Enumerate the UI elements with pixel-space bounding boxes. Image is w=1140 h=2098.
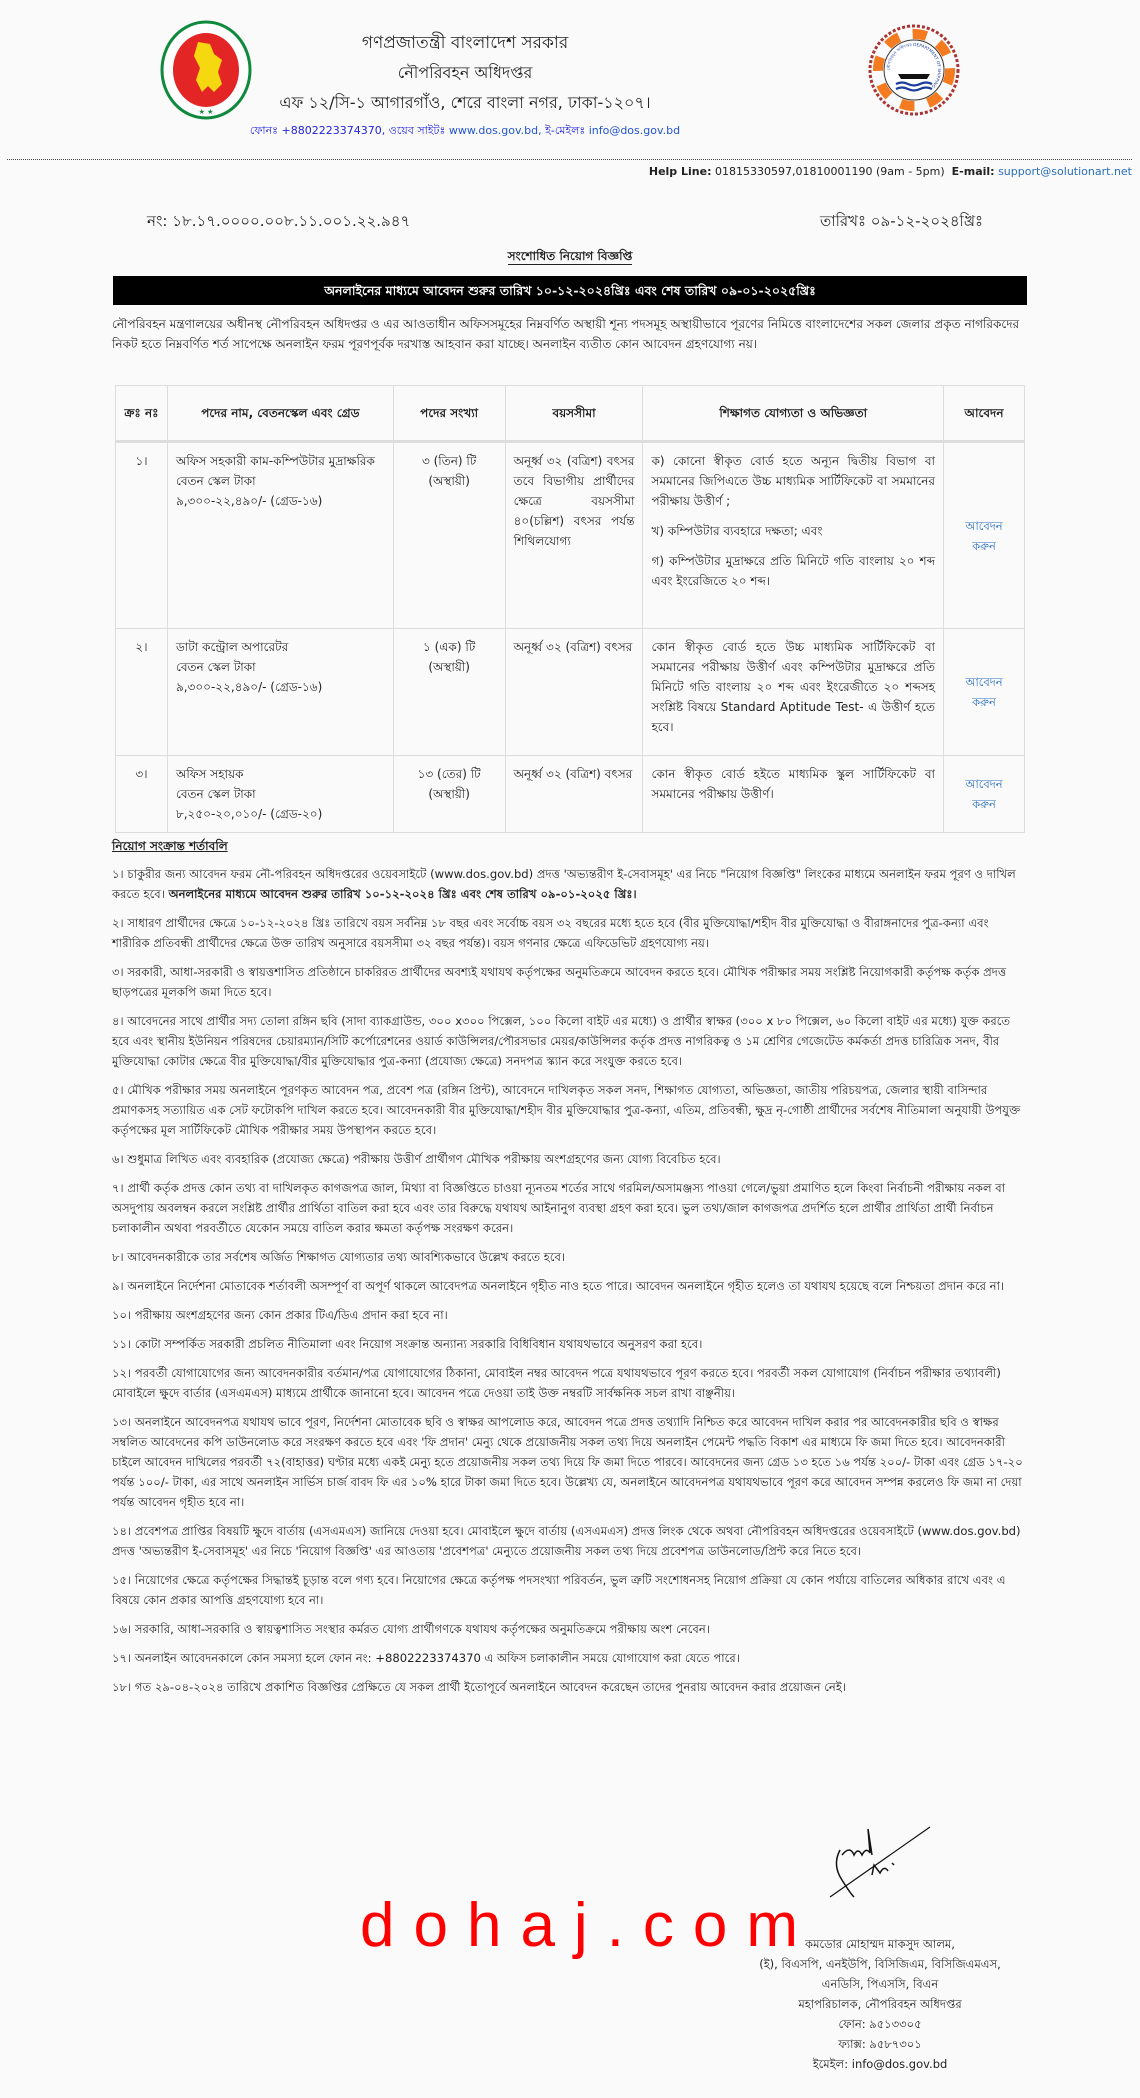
signatory-phone: ফোন: ৯৫১৩৩০৫ [838,2017,922,2031]
table-header-row [116,386,1025,442]
term-item: ৪। আবেদনের সাথে প্রার্থীর সদ্য তোলা রঙ্গিন ছবি (সাদা ব্যাকগ্রাউন্ড, ৩০০ x৩০০ পিক্সেল, ১০০ কিলো বাইট এর মধ্যে) ও প্রার্থীর স্বাক্ষর (৩০০ x ৮০ পিক্সেল, ৬০ কিলো বাইট এর মধ্যে) যুক্ত করতে হবে এবং স্থানীয় ইউনিয়ন পরিষদের চেয়ারম্যান/সিটি কর্পোরেশনের ওয়ার্ড কাউন্সিলর/পৌরসভার মেয়র/কাউন্সিলর কর্তৃক প্রদত্ত নাগরিকত্ব ও ১ম শ্রেণির গেজেটেড কর্মকর্তা প্রদত্ত চারিত্রিক সনদ, বীর মুক্তিযোদ্ধা কোটার ক্ষেত্রে বীর মুক্তিযোদ্ধা/বীর মুক্তিযোদ্ধার পুত্র-কন্যা (প্রযোজ্য ক্ষেত্রে) সনদপত্র স্ক্যান করে সংযুক্ত করতে হবে। [112,1014,1011,1068]
helpline-email-label: E-mail: [951,165,995,178]
svg-text:★ ★: ★ ★ [198,108,214,116]
signatory-honors-2: এনডিসি, পিএসসি, বিএন [821,1977,939,1991]
age-limit: অনূর্ধ্ব ৩২ (বত্রিশ) বৎসর তবে বিভাগীয় প্রার্থীদের ক্ষেত্রে বয়সসীমা ৪০(চল্লিশ) বৎসর পর্যন্ত শিথিলযোগ্য [505,442,643,629]
helpline-email-link[interactable]: support@solutionart.net [998,165,1132,178]
phone-label: ফোনঃ [249,124,279,137]
table-row [116,756,1025,833]
post-info [167,756,393,833]
department-address: এফ ১২/সি-১ আগারগাঁও, শেরে বাংলা নগর, ঢাকা-১২০৭। [279,93,651,112]
post-name: অফিস সহকারী কাম-কম্পিউটার মুদ্রাক্ষরিক [175,454,375,468]
helpline-numbers: 01815330597,01810001190 (9am - 5pm) [715,165,945,178]
signatory-name: কমডোর মোহাম্মদ মাকসুদ আলম, [805,1937,955,1951]
memo-date: তারিখঃ ০৯-১২-২০২৪খ্রিঃ [820,212,983,230]
qualification-item: কোন স্বীকৃত বোর্ড হইতে মাধ্যমিক স্কুল সার্টিফিকেট বা সমমানের পরীক্ষায় উত্তীর্ণ। [651,767,936,801]
divider [7,159,1132,160]
phone-number: +8802223374370, [281,124,386,137]
qualification-item: খ) কম্পিউটার ব্যবহারে দক্ষতা; এবং [651,524,823,538]
term-item: ১৪। প্রবেশপত্র প্রাপ্তির বিষয়টি ক্ষুদে বার্তায় (এসএমএস) জানিয়ে দেওয়া হবে। মোবাইলে ক্ষুদে বার্তায় (এসএমএস) প্রদত্ত লিংক থেকে অথবা নৌপরিবহন অধিদপ্তরের ওয়েবসাইটে (www.dos.gov.bd) প্রদত্ত 'অভ্যন্তরীণ ই-সেবাসমূহ' এর নিচে 'নিয়োগ বিজ্ঞপ্তি' এর আওতায় 'প্রবেশপত্র' মেন্যুতে প্রয়োজনীয় সকল তথ্য দিয়ে প্রবেশপত্র ডাউনলোড/প্রিন্ট করে নিতে হবে। [112,1524,1021,1558]
table-row [116,442,1025,629]
apply-cell [944,756,1025,833]
count-type: (অস্থায়ী) [428,787,470,801]
apply-link[interactable]: আবেদন করুন [965,675,1003,709]
apply-cell [944,442,1025,629]
post-count [393,756,505,833]
term-item: ১২। পরবর্তী যোগাযোগের জন্য আবেদনকারীর বর্তমান/পত্র যোগাযোগের ঠিকানা, মোবাইল নম্বর আবেদন পত্রে যথাযথভাবে পূরণ করতে হবে। পরবর্তী সকল যোগাযোগ (নির্বাচন পরীক্ষার তথ্যাবলী) মোবাইলে ক্ষুদে বার্তার (এসএমএস) মাধ্যমে প্রার্থীকে জানানো হবে। আবেদন পত্রে দেওয়া তাই উক্ত নম্বরটি সার্বক্ষনিক সচল রাখা বাঞ্ছনীয়। [112,1366,1001,1400]
pay-scale-label: বেতন স্কেল টাকা [175,474,256,488]
memo-reference: নং: ১৮.১৭.০০০০.০০৮.১১.০০১.২২.৯৪৭ [147,212,411,230]
post-count [393,442,505,629]
post-name: অফিস সহায়ক [175,767,244,781]
helpline [649,165,1132,178]
serial: ১। [116,442,168,629]
term-item: ৭। প্রার্থী কর্তৃক প্রদত্ত কোন তথ্য বা দাখিলকৃত কাগজপত্র জাল, মিথ্যা বা বিজ্ঞপ্তিতে চাওয়া ন্যূনতম শর্তের সাথে গরমিল/অসামঞ্জস্য পাওয়া গেলে/ভুয়া প্রমাণিত হলে কিংবা নির্বাচনী পরীক্ষায় নকল বা অসদুপায় অবলম্বন করলে সংশ্লিষ্ট প্রার্থীর প্রার্থিতা বাতিল করা হবে এবং তার বিরুদ্ধে যথাযথ আইনানুগ ব্যবস্থা গ্রহণ করা হবে। ভুল তথ্য/জাল কাগজপত্র প্রদর্শিত হলে প্রার্থীর প্রার্থিতা প্রার্থী নির্বাচন চলাকালীন অথবা পরবর্তীতে যেকোন সময়ে বাতিল করার ক্ষমতা কর্তৃপক্ষ সংরক্ষণ করেন। [112,1181,1006,1235]
pay-scale-label: বেতন স্কেল টাকা [175,787,256,801]
watermark: dohaj.com [360,1891,818,1960]
table-row [116,629,1025,756]
term-item: ১৩। অনলাইনে আবেদনপত্র যথাযথ ভাবে পূরণ, নির্দেশনা মোতাবেক ছবি ও স্বাক্ষর আপলোড করে, আবেদন পত্রে প্রদত্ত তথ্যাদি নিশ্চিত করে আবেদন দাখিল করার পর আবেদনকারীর ছবি ও স্বাক্ষর সম্বলিত আবেদনের কপি ডাউনলোড করে সংরক্ষণ করতে হবে এবং 'ফি প্রদান' মেন্যু থেকে প্রয়োজনীয় সকল তথ্য দিয়ে অনলাইন পেমেন্ট পদ্ধতি বিকাশ এর মাধ্যমে ফি জমা দিতে হবে। আবেদনকারী চাইলে আবেদন দাখিলের পরবর্তী ৭২(বাহাত্তর) ঘণ্টার মধ্যে একই মেন্যু হতে প্রয়োজনীয় সকল তথ্য দিয়ে ফি জমা দিতে পারবে। আবেদনের জন্য গ্রেড ১৩ হতে ১৬ পর্যন্ত ২০০/- টাকা এবং গ্রেড ১৭-২০ পর্যন্ত ১০০/- টাকা, এর সাথে অনলাইন সার্ভিস চার্জ বাবদ ফি এর ১০% হারে টাকা জমা দিতে হবে। উল্লেখ্য যে, অনলাইনে আবেদনপত্র যথাযথভাবে পূরণ করে আবেদন সম্পন্ন করলেও ফি জমা না দেয়া পর্যন্ত আবেদন গৃহীত হবে না। [112,1415,1023,1509]
post-info [167,442,393,629]
signatory-block [740,1934,1020,2074]
term-item: ১৭। অনলাইন আবেদনকালে কোন সমস্যা হলে ফোন নং: +8802223374370 এ অফিস চলাকালীন সময়ে যোগাযোগ করা যেতে পারে। [112,1651,740,1665]
qualification-item: গ) কম্পিউটার মুদ্রাক্ষরে প্রতি মিনিটে গতি বাংলায় ২০ শব্দ এবং ইংরেজিতে ২০ শব্দ। [651,554,936,588]
col-serial: ক্রঃ নঃ [116,386,168,442]
term-item: ২। সাধারণ প্রার্থীদের ক্ষেত্রে ১০-১২-২০২৪ খ্রিঃ তারিখে বয়স সর্বনিম্ন ১৮ বছর এবং সর্বোচ্চ বয়স ৩২ বছরের মধ্যে হতে হবে (বীর মুক্তিযোদ্ধা/শহীদ বীর মুক্তিযোদ্ধা ও বীরাঙ্গনাদের পুত্র-কন্যা এবং শারীরিক প্রতিবন্ধী প্রার্থীদের ক্ষেত্রে উক্ত তারিখ অনুসারে বয়সসীমা ৩২ বছর পর্যন্ত)। বয়স গণনার ক্ষেত্রে এফিডেভিট গ্রহণযোগ্য নয়। [112,916,989,950]
apply-link[interactable]: আবেদন করুন [965,777,1003,811]
term-item: ১৮। গত ২৯-০৪-২০২৪ তারিখে প্রকাশিত বিজ্ঞপ্তির প্রেক্ষিতে যে সকল প্রার্থী ইতোপূর্বে অনলাইনে আবেদন করেছেন তাদের পুনরায় আবেদন করার প্রয়োজন নেই। [112,1680,847,1694]
apply-cell [944,629,1025,756]
count-type: (অস্থায়ী) [428,660,470,674]
col-post: পদের নাম, বেতনস্কেল এবং গ্রেড [167,386,393,442]
pay-scale: ৮,২৫০-২০,০১০/- (গ্রেড-২০) [175,807,323,821]
count-value: ৩ (তিন) টি [421,454,477,468]
post-count [393,629,505,756]
vacancy-table [115,385,1025,833]
signatory-email: ইমেইল: info@dos.gov.bd [812,2057,948,2071]
pay-scale-label: বেতন স্কেল টাকা [175,660,256,674]
department-name: নৌপরিবহন অধিদপ্তর [397,63,533,82]
application-dates-banner: অনলাইনের মাধ্যমে আবেদন শুরুর তারিখ ১০-১২-২০২৪খ্রিঃ এবং শেষ তারিখ ০৯-০১-২০২৫খ্রিঃ [113,276,1027,305]
col-count: পদের সংখ্যা [393,386,505,442]
age-limit: অনূর্ধ্ব ৩২ (বত্রিশ) বৎসর [505,629,643,756]
intro-paragraph: নৌপরিবহন মন্ত্রণালয়ের অধীনস্থ নৌপরিবহন অধিদপ্তর ও এর আওতাধীন অফিসসমূহের নিম্নবর্ণিত অস্থায়ী শূন্য পদসমূহ অস্থায়ীভাবে পূরণের নিমিত্তে বাংলাদেশের সকল জেলার প্রকৃত নাগরিকদের নিকট হতে নিম্নবর্ণিত শর্ত সাপেক্ষে অনলাইন ফরম পূরণপূর্বক দরখাস্ত আহবান করা যাচ্ছে। অনলাইন ব্যতীত কোন আবেদন গ্রহণযোগ্য নয়। [112,317,1020,351]
post-info [167,629,393,756]
email-label: ই-মেইলঃ [545,124,586,137]
apply-link[interactable]: আবেদন করুন [965,518,1003,553]
signature [820,1825,940,1900]
qualification [643,629,944,756]
term-dates-bold: অনলাইনের মাধ্যমে আবেদন শুরুর তারিখ ১০-১২-২০২৪ খ্রিঃ এবং শেষ তারিখ ০৯-০১-২০২৫ খ্রিঃ। [168,887,637,901]
post-name: ডাটা কন্ট্রোল অপারেটর [175,640,289,654]
contact-line [0,122,1035,141]
notice-title-text: সংশোধিত নিয়োগ বিজ্ঞপ্তি [507,249,633,263]
website-link[interactable]: www.dos.gov.bd, [448,124,542,137]
term-item: ১৫। নিয়োগের ক্ষেত্রে কর্তৃপক্ষের সিদ্ধান্তই চূড়ান্ত বলে গণ্য হবে। নিয়োগের ক্ষেত্রে কর্তৃপক্ষ পদসংখ্যা পরিবর্তন, ভুল ত্রুটি সংশোধনসহ নিয়োগ প্রক্রিয়া যে কোন পর্যায়ে বাতিলের অধিকার রাখে এবং এ বিষয়ে কোন প্রকার আপত্তি গ্রহণযোগ্য হবে না। [112,1573,1006,1607]
pay-scale: ৯,৩০০-২২,৪৯০/- (গ্রেড-১৬) [175,494,323,508]
count-type: (অস্থায়ী) [428,474,470,488]
signatory-honors: (ই), বিএসপি, এনইউপি, বিসিজিএম, বিসিজিএমএস, [759,1957,1001,1971]
govt-name: গণপ্রজাতন্ত্রী বাংলাদেশ সরকার [361,33,569,53]
qualification [643,442,944,629]
col-qualification: শিক্ষাগত যোগ্যতা ও অভিজ্ঞতা [643,386,944,442]
col-age: বয়সসীমা [505,386,643,442]
term-item: ১০। পরীক্ষায় অংশগ্রহণের জন্য কোন প্রকার টিএ/ডিএ প্রদান করা হবে না। [112,1308,448,1322]
email-link[interactable]: info@dos.gov.bd [588,124,681,137]
right-logo-text: নৌপরিবহন অধিদপ্তর DEPARTMENT OF SHIPPING [885,41,943,90]
term-item [112,864,1028,904]
count-value: ১৩ (তের) টি [417,767,481,781]
term-item: ৮। আবেদনকারীকে তার সর্বশেষ অর্জিত শিক্ষাগত যোগ্যতার তথ্য আবশ্যিকভাবে উল্লেখ করতে হবে। [112,1250,566,1264]
helpline-label: Help Line: [648,165,712,178]
term-item: ১১। কোটা সম্পর্কিত সরকারী প্রচলিত নীতিমালা এবং নিয়োগ সংক্রান্ত অন্যান্য সরকারি বিধিবিধান যথাযথভাবে অনুসরণ করা হবে। [112,1337,703,1351]
age-limit: অনূর্ধ্ব ৩২ (বত্রিশ) বৎসর [505,756,643,833]
qualification [643,756,944,833]
col-apply: আবেদন [944,386,1025,442]
terms-list [112,913,1028,1697]
serial: ৩। [116,756,168,833]
notice-title [0,248,1140,268]
qualification-item: ক) কোনো স্বীকৃত বোর্ড হতে অন্যূন দ্বিতীয় বিভাগ বা সমমানের জিপিএতে উচ্চ মাধ্যমিক সার্টিফিকেট বা সমমানের পরীক্ষায় উত্তীর্ণ ; [651,454,936,508]
term-text: ১। চাকুরীর জন্য আবেদন ফরম নৌ-পরিবহন অধিদপ্তরের ওয়েবসাইটে (www.dos.gov.bd) প্রদত্ত 'অভ্যন্তরীণ ই-সেবাসমূহ' এর নিচে "নিয়োগ বিজ্ঞপ্তি" লিংকের মাধ্যমে অনলাইন ফরম পূরণ ও দাখিল করতে হবে। [112,867,1016,901]
term-item: ১৬। সরকারি, আধা-সরকারি ও স্বায়ত্বশাসিত সংস্থার কর্মরত যোগ্য প্রার্থীগণকে যথাযথ কর্তৃপক্ষের অনুমতিক্রমে পরীক্ষায় অংশ নেবেন। [112,1622,710,1636]
terms-section [112,836,1028,1706]
signatory-designation: মহাপরিচালক, নৌপরিবহন অধিদপ্তর [798,1997,962,2011]
terms-heading: নিয়োগ সংক্রান্ত শর্তাবলি [112,839,228,853]
qualification-item: কোন স্বীকৃত বোর্ড হতে উচ্চ মাধ্যমিক সার্টিফিকেট বা সমমানের পরীক্ষায় উত্তীর্ণ এবং কম্পিউটার মুদ্রাক্ষরে প্রতি মিনিটে গতি বাংলায় ২০ শব্দ এবং ইংরেজীতে ২০ শব্দসহ সংশ্লিষ্ট বিষয়ে Standard Aptitude Test- এ উত্তীর্ণ হতে হবে। [651,640,936,734]
count-value: ১ (এক) টি [423,640,476,654]
pay-scale: ৯,৩০০-২২,৪৯০/- (গ্রেড-১৬) [175,680,323,694]
website-label: ওয়েব সাইটঃ [388,124,446,137]
term-item: ৫। মৌখিক পরীক্ষার সময় অনলাইনে পূরণকৃত আবেদন পত্র, প্রবেশ পত্র (রঙ্গিন প্রিন্ট), আবেদনে দাখিলকৃত সকল সনদ, শিক্ষাগত যোগ্যতা, অভিজ্ঞতা, জাতীয় পরিচয়পত্র, জেলার স্থায়ী বাসিন্দার প্রমাণকসহ সত্যায়িত এক সেট ফটোকপি দাখিল করতে হবে। আবেদনকারী বীর মুক্তিযোদ্ধা/শহীদ বীর মুক্তিযোদ্ধার পুত্র-কন্যা, এতিম, প্রতিবন্ধী, ক্ষুদ্র নৃ-গোষ্ঠী প্রার্থীদের সর্বশেষ নীতিমালা অনুযায়ী উপযুক্ত কর্তৃপক্ষের মূল সার্টিফিকেট মৌখিক পরীক্ষার সময় উপস্থাপন করতে হবে। [112,1083,1021,1137]
signatory-fax: ফ্যাক্স: ৯৫৮৭৩০১ [838,2037,922,2051]
term-item: ৩। সরকারী, আধা-সরকারী ও স্বায়ত্তশাসিত প্রতিষ্ঠানে চাকরিরত প্রার্থীদের অবশ্যই যথাযথ কর্তৃপক্ষের অনুমতিক্রমে আবেদন করতে হবে। মৌখিক পরীক্ষার সময় সংশ্লিষ্ট নিয়োগকারী কর্তৃপক্ষ কর্তৃক প্রদত্ত ছাড়পত্রের মূলকপি জমা দিতে হবে। [112,965,1007,999]
term-item: ৬। শুধুমাত্র লিখিত এবং ব্যবহারিক (প্রযোজ্য ক্ষেত্রে) পরীক্ষায় উত্তীর্ণ প্রার্থীগণ মৌখিক পরীক্ষায় অংশগ্রহণের জন্য যোগ্য বিবেচিত হবে। [112,1152,721,1166]
serial: ২। [116,629,168,756]
term-item: ৯। অনলাইনে নির্দেশনা মোতাবেক শর্তাবলী অসম্পূর্ণ বা অপূর্ণ থাকলে আবেদপত্র অনলাইনে গৃহীত নাও হতে পারে। আবেদন অনলাইনে গৃহীত হলেও তা যথাযথ হয়েছে বলে নিশ্চয়তা প্রদান করে না। [112,1279,1005,1293]
